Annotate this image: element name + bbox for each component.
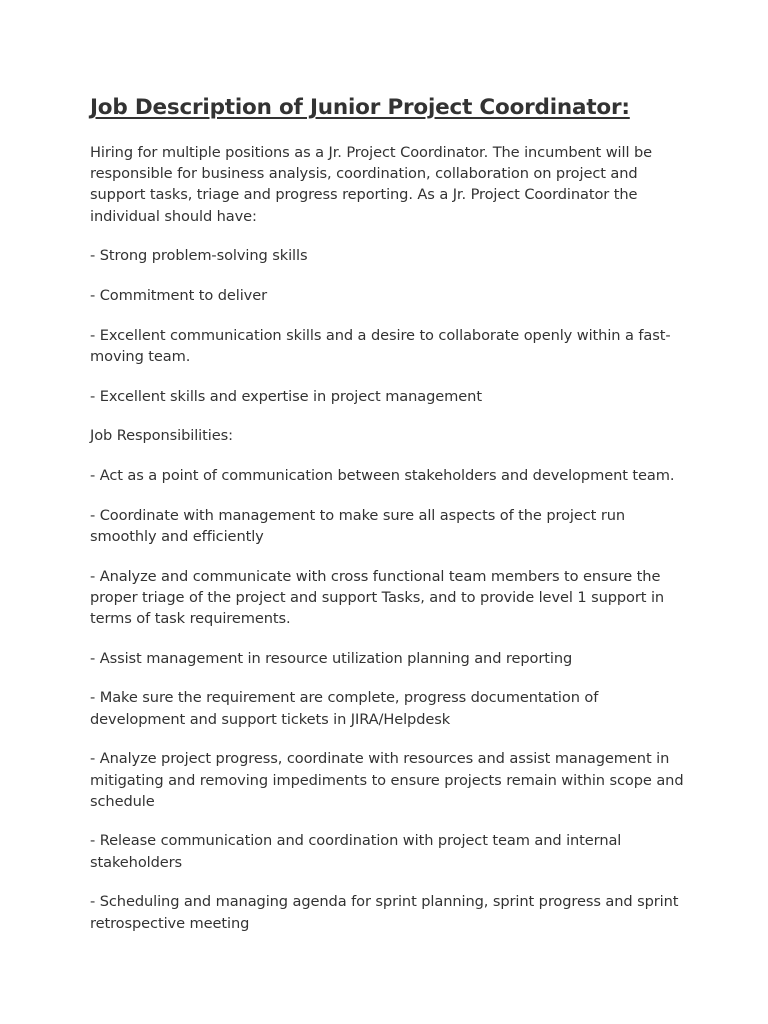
document-body <box>90 94 690 952</box>
qualification-item: - Commitment to deliver <box>90 286 267 304</box>
responsibility-item: - Act as a point of communication between stakeholders and development team. <box>90 466 675 484</box>
qualification-item: - Strong problem-solving skills <box>90 247 308 265</box>
responsibility-item: - Coordinate with management to make sure all aspects of the project run smoothly and efficiently <box>90 506 626 545</box>
responsibility-item: - Scheduling and managing agenda for sprint planning, sprint progress and sprint retrospective meeting <box>90 893 679 932</box>
responsibilities-heading: Job Responsibilities: <box>90 427 233 445</box>
responsibility-item: - Analyze and communicate with cross functional team members to ensure the proper triage of the project and support Tasks, and to provide level 1 support in terms of task requirements. <box>90 567 665 627</box>
responsibility-item: - Make sure the requirement are complete, progress documentation of development and support tickets in JIRA/Helpdesk <box>90 689 599 728</box>
responsibility-item: - Assist management in resource utilization planning and reporting <box>90 649 573 667</box>
qualification-item: - Excellent skills and expertise in project management <box>90 387 482 405</box>
responsibility-item: - Release communication and coordination with project team and internal stakeholders <box>90 832 622 871</box>
qualification-item: - Excellent communication skills and a desire to collaborate openly within a fast-moving team. <box>90 326 671 365</box>
responsibility-item: - Analyze project progress, coordinate with resources and assist management in mitigating and removing impediments to ensure projects remain within scope and schedule <box>90 750 684 810</box>
document-title: Job Description of Junior Project Coordinator: <box>90 95 630 120</box>
intro-paragraph: Hiring for multiple positions as a Jr. Project Coordinator. The incumbent will be responsible for business analysis, coordination, collaboration on project and support tasks, triage and progress reporting. As a Jr. Project Coordinator the individual should have: <box>90 143 652 225</box>
